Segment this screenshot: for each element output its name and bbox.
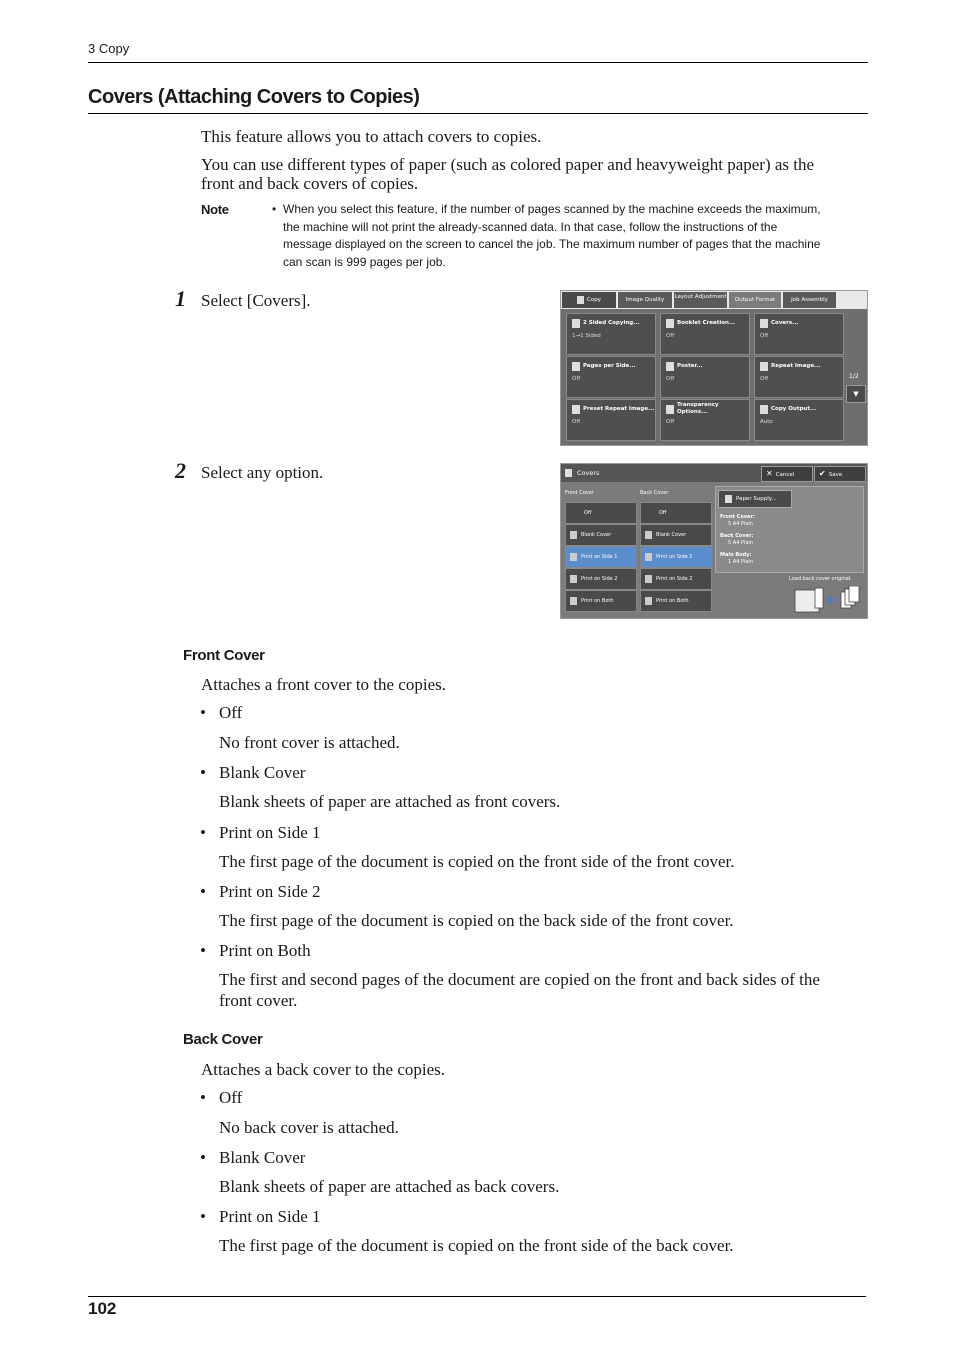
blank-cover-icon <box>645 531 652 539</box>
main-body-label: Main Body: <box>720 552 752 558</box>
pages-per-side-button[interactable]: Pages per Side... Off <box>566 356 656 398</box>
print-side-1-icon <box>570 553 577 561</box>
back-option-print-on-both[interactable]: Print on Both <box>640 590 712 612</box>
intro-paragraph-2-line-2: front and back covers of copies. <box>201 174 419 193</box>
note-label: Note <box>201 202 229 217</box>
front-item-off-label: • Off <box>200 703 243 722</box>
copy-screen-screenshot <box>560 290 868 446</box>
back-cover-value: 5 A4 Plain <box>728 540 753 546</box>
front-item-side2-desc: The first page of the document is copied on the back side of the front cover. <box>219 911 734 930</box>
front-option-print-on-both[interactable]: Print on Both <box>565 590 637 612</box>
step-1-text: Select [Covers]. <box>201 291 311 310</box>
print-both-icon <box>645 597 652 605</box>
step-2-text: Select any option. <box>201 463 324 482</box>
note-line-4: can scan is 999 pages per job. <box>283 255 446 269</box>
footer-rule <box>88 1296 866 1297</box>
front-item-off-desc: No front cover is attached. <box>219 733 400 752</box>
copy-icon <box>577 296 584 304</box>
back-option-off[interactable]: Off <box>640 502 712 524</box>
front-cover-column-label: Front Cover <box>565 490 594 496</box>
back-cover-heading: Back Cover <box>183 1031 263 1048</box>
booklet-icon <box>666 319 674 328</box>
front-cover-description: Attaches a front cover to the copies. <box>201 675 446 694</box>
front-item-blank-desc: Blank sheets of paper are attached as front covers. <box>219 792 561 811</box>
front-cover-heading: Front Cover <box>183 647 265 664</box>
close-icon: ✕ <box>766 469 773 478</box>
booklet-creation-button[interactable]: Booklet Creation... Off <box>660 313 750 355</box>
preset-repeat-icon <box>572 405 580 414</box>
covers-screen-screenshot <box>560 463 868 619</box>
front-cover-value: 5 A4 Plain <box>728 521 753 527</box>
transparency-options-button[interactable]: Transparency Options... Off <box>660 399 750 441</box>
note-line-2: the machine will not print the already-scanned data. In that case, follow the instructions of the <box>283 220 778 234</box>
preset-repeat-image-button[interactable]: Preset Repeat Image... Off <box>566 399 656 441</box>
note-line-3: message displayed on the screen to cancel the job. The maximum number of pages that the machine <box>283 237 821 251</box>
covers-icon <box>760 319 768 328</box>
back-item-off-label: • Off <box>200 1088 243 1107</box>
front-option-off[interactable]: Off <box>565 502 637 524</box>
scanner-illustration-icon <box>793 586 863 614</box>
back-item-side1-desc: The first page of the document is copied on the front side of the back cover. <box>219 1236 734 1255</box>
section-title: Covers (Attaching Covers to Copies) <box>88 86 420 108</box>
cancel-button[interactable]: ✕ Cancel <box>761 466 813 482</box>
page-indicator: 1/2 <box>849 373 859 380</box>
paper-supply-panel <box>715 486 864 573</box>
intro-paragraph-1: This feature allows you to attach covers to copies. <box>201 127 542 146</box>
tab-output-format[interactable]: Output Format <box>729 292 781 308</box>
tab-bar <box>561 291 867 309</box>
step-2-number: 2 <box>175 458 186 483</box>
back-option-print-on-side-1[interactable]: Print on Side 1 <box>640 546 712 568</box>
covers-title: Covers <box>577 469 600 477</box>
repeat-image-button[interactable]: Repeat Image... Off <box>754 356 844 398</box>
front-item-both-desc-line-1: The first and second pages of the document are copied on the front and back sides of the <box>219 970 820 989</box>
note-bullet: • <box>272 202 277 216</box>
front-cover-label: Front Cover: <box>720 514 755 520</box>
back-item-blank-label: • Blank Cover <box>200 1148 306 1167</box>
poster-icon <box>666 362 674 371</box>
front-option-print-on-side-1[interactable]: Print on Side 1 <box>565 546 637 568</box>
load-message: Load back cover original. <box>789 576 852 582</box>
back-item-off-desc: No back cover is attached. <box>219 1118 399 1137</box>
front-option-blank-cover[interactable]: Blank Cover <box>565 524 637 546</box>
two-sided-icon <box>572 319 580 328</box>
transparency-icon <box>666 405 674 414</box>
paper-supply-button[interactable]: Paper Supply... <box>718 490 792 508</box>
tab-layout-adjustment[interactable]: Layout Adjustment <box>674 292 727 308</box>
header-rule <box>88 62 868 63</box>
print-side-2-icon <box>570 575 577 583</box>
covers-button[interactable]: Covers... Off <box>754 313 844 355</box>
back-item-blank-desc: Blank sheets of paper are attached as back covers. <box>219 1177 560 1196</box>
pages-per-side-icon <box>572 362 580 371</box>
page-number: 102 <box>88 1299 117 1318</box>
poster-button[interactable]: Poster... Off <box>660 356 750 398</box>
paper-tray-icon <box>725 495 732 503</box>
note-line-1: When you select this feature, if the number of pages scanned by the machine exceeds the maximum, <box>283 202 821 216</box>
print-both-icon <box>570 597 577 605</box>
main-body-value: 1 A4 Plain <box>728 559 753 565</box>
print-side-2-icon <box>645 575 652 583</box>
copy-output-icon <box>760 405 768 414</box>
front-option-print-on-side-2[interactable]: Print on Side 2 <box>565 568 637 590</box>
front-item-blank-label: • Blank Cover <box>200 763 306 782</box>
front-item-both-label: • Print on Both <box>200 941 311 960</box>
checkmark-icon: ✔ <box>819 469 826 478</box>
title-rule <box>88 113 868 114</box>
covers-header <box>561 464 867 482</box>
intro-paragraph-2-line-1: You can use different types of paper (such as colored paper and heavyweight paper) as the <box>201 155 815 174</box>
front-item-both-desc-line-2: front cover. <box>219 991 298 1010</box>
front-item-side2-label: • Print on Side 2 <box>200 882 321 901</box>
covers-icon <box>565 469 572 477</box>
front-item-side1-label: • Print on Side 1 <box>200 823 321 842</box>
back-cover-column-label: Back Cover <box>640 490 669 496</box>
blank-cover-icon <box>570 531 577 539</box>
tab-job-assembly[interactable]: Job Assembly <box>783 292 836 308</box>
front-item-side1-desc: The first page of the document is copied on the front side of the front cover. <box>219 852 735 871</box>
chevron-down-icon: ▼ <box>853 390 859 398</box>
step-1-number: 1 <box>175 286 186 311</box>
back-option-blank-cover[interactable]: Blank Cover <box>640 524 712 546</box>
back-item-side1-label: • Print on Side 1 <box>200 1207 321 1226</box>
tab-image-quality[interactable]: Image Quality <box>618 292 672 308</box>
tab-copy[interactable]: Copy <box>562 292 616 308</box>
repeat-image-icon <box>760 362 768 371</box>
next-page-button[interactable] <box>846 385 866 403</box>
back-option-print-on-side-2[interactable]: Print on Side 2 <box>640 568 712 590</box>
back-cover-description: Attaches a back cover to the copies. <box>201 1060 446 1079</box>
save-button[interactable]: ✔ Save <box>814 466 866 482</box>
two-sided-copying-button[interactable]: 2 Sided Copying... 1→1 Sided <box>566 313 656 355</box>
print-side-1-icon <box>645 553 652 561</box>
copy-output-button[interactable]: Copy Output... Auto <box>754 399 844 441</box>
back-cover-label: Back Cover: <box>720 533 754 539</box>
running-header: 3 Copy <box>88 41 130 56</box>
